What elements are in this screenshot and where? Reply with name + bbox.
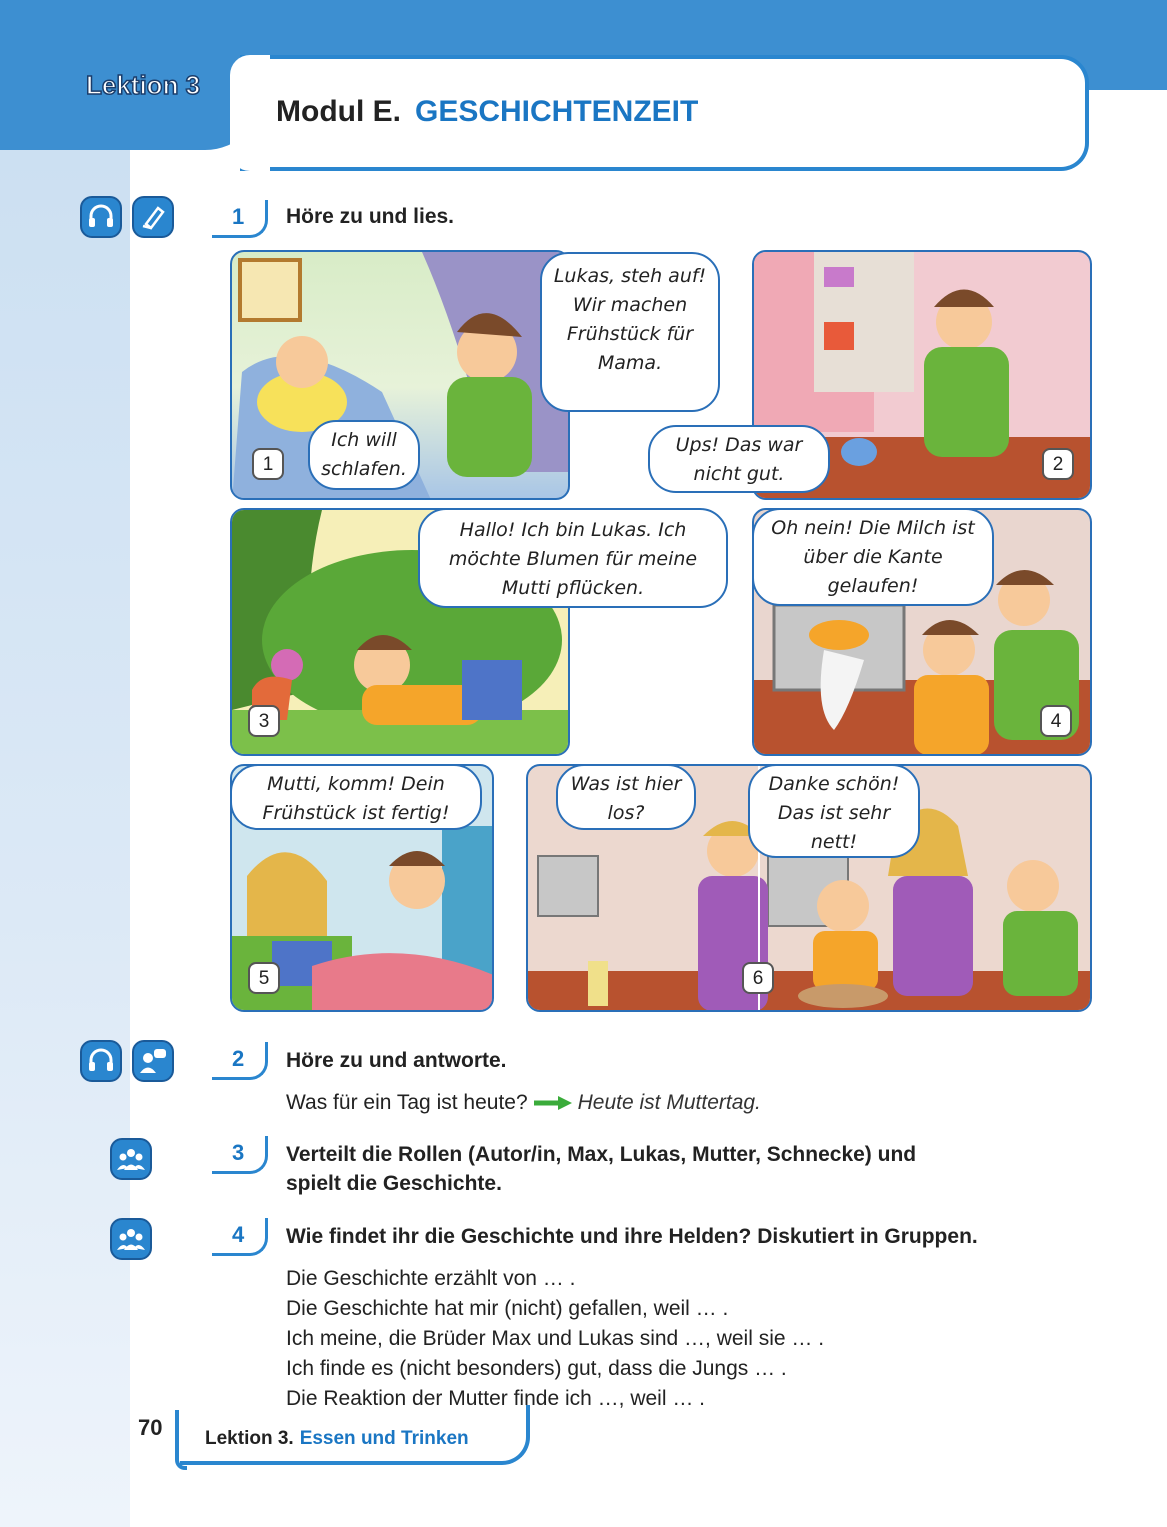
- task-2-title: Höre zu und antworte.: [286, 1049, 507, 1072]
- task-4-line: Die Reaktion der Mutter finde ich …, weil … .: [286, 1387, 705, 1410]
- task-3-number: 3: [212, 1136, 270, 1176]
- speech-bubble: Ich will schlafen.: [308, 420, 420, 490]
- arrow-icon: [534, 1096, 572, 1110]
- page-number: 70: [138, 1415, 163, 1440]
- task-1-number: 1: [212, 200, 270, 240]
- footer-lesson-label: Lektion 3.: [205, 1428, 294, 1449]
- panel-number: 6: [742, 962, 774, 994]
- speech-bubble: Lukas, steh auf! Wir machen Frühstück für Mama.: [540, 252, 720, 412]
- task-4-line: Ich meine, die Brüder Max und Lukas sind …, weil sie … .: [286, 1327, 825, 1350]
- speech-bubble: Ups! Das war nicht gut.: [648, 425, 830, 493]
- speech-bubble: Oh nein! Die Milch ist über die Kante gelaufen!: [752, 508, 994, 606]
- speech-bubble: Was ist hier los?: [556, 764, 696, 830]
- task-2-icons: [80, 1040, 174, 1082]
- footer-hook: [175, 1410, 187, 1470]
- modul-label: Modul E.: [276, 95, 401, 128]
- group-icon: [110, 1218, 152, 1260]
- panel-number: 3: [248, 705, 280, 737]
- panel-number: 5: [248, 962, 280, 994]
- modul-title: GESCHICHTENZEIT: [414, 95, 699, 128]
- headphones-icon: [80, 196, 122, 238]
- footer-lesson: [205, 1428, 469, 1450]
- speech-icon: [132, 1040, 174, 1082]
- task-1-icons: [80, 196, 174, 238]
- task-3-title: [286, 1140, 1096, 1198]
- task-3-icons: [110, 1138, 152, 1180]
- task-4-icons: [110, 1218, 152, 1260]
- task-2-number: 2: [212, 1042, 270, 1082]
- panel-number: 2: [1042, 448, 1074, 480]
- speech-bubble: Mutti, komm! Dein Frühstück ist fertig!: [230, 764, 482, 830]
- task-4-number: 4: [212, 1218, 270, 1258]
- task-3-title-line: Verteilt die Rollen (Autor/in, Max, Lukas, Mutter, Schnecke) und: [286, 1143, 917, 1166]
- task-2-question: Was für ein Tag ist heute?: [286, 1091, 528, 1114]
- task-4-line: Die Geschichte erzählt von … .: [286, 1267, 576, 1290]
- group-icon: [110, 1138, 152, 1180]
- panel-number: 1: [252, 448, 284, 480]
- speech-bubble: Hallo! Ich bin Lukas. Ich möchte Blumen für meine Mutti pflücken.: [418, 508, 728, 608]
- footer-lesson-title: Essen und Trinken: [299, 1428, 469, 1449]
- lektion-badge: Lektion 3: [86, 70, 201, 100]
- task-4-title: Wie findet ihr die Geschichte und ihre Helden? Diskutiert in Gruppen.: [286, 1225, 978, 1248]
- panel-number: 4: [1040, 705, 1072, 737]
- task-2-answer: Heute ist Muttertag.: [577, 1091, 761, 1114]
- task-2-question-line: [286, 1088, 761, 1118]
- task-3-title-line: spielt die Geschichte.: [286, 1172, 502, 1195]
- book-icon: [132, 196, 174, 238]
- headphones-icon: [80, 1040, 122, 1082]
- speech-bubble: Danke schön! Das ist sehr nett!: [748, 764, 920, 858]
- page-title: [276, 95, 698, 129]
- task-4-line: Die Geschichte hat mir (nicht) gefallen, weil … .: [286, 1297, 729, 1320]
- task-1-title: Höre zu und lies.: [286, 205, 455, 228]
- task-4-line: Ich finde es (nicht besonders) gut, dass die Jungs … .: [286, 1357, 787, 1380]
